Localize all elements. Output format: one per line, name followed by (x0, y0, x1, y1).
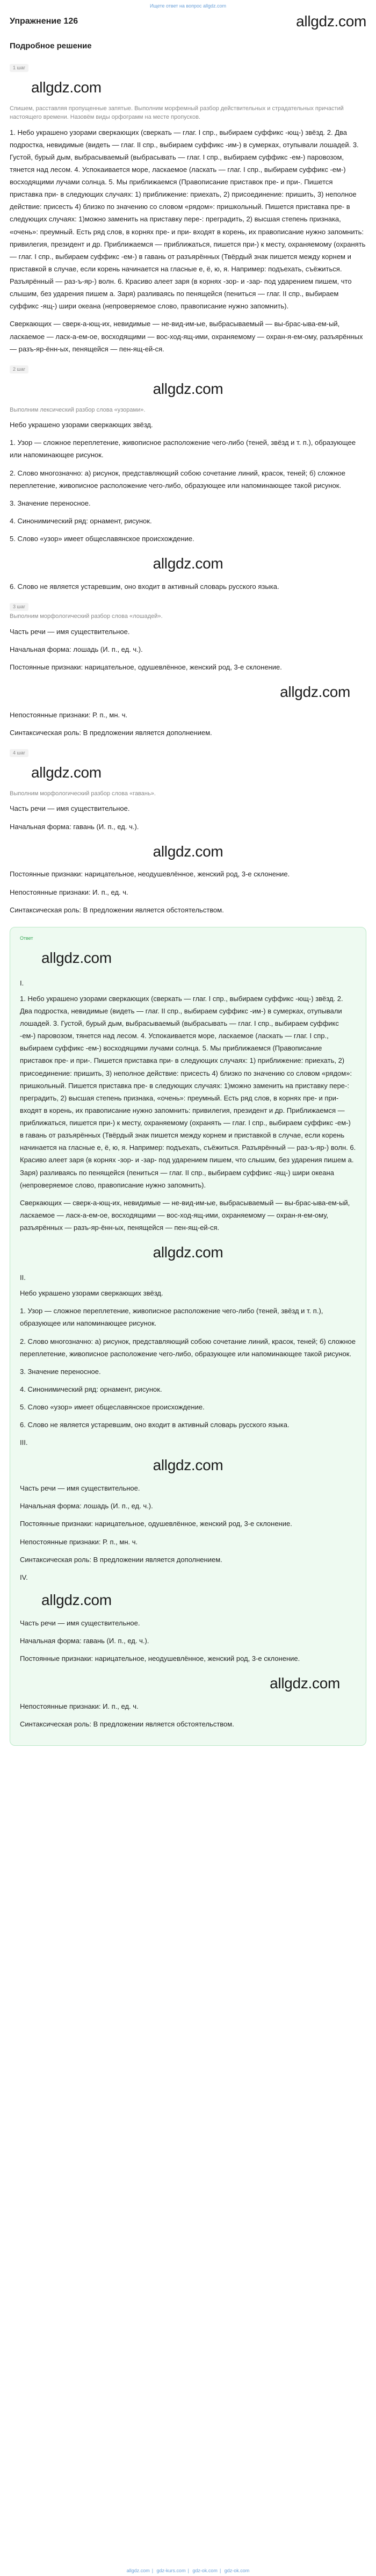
watermark: allgdz.com (41, 1591, 112, 1608)
step-4-line: Начальная форма: гавань (И. п., ед. ч.). (10, 822, 139, 831)
step-3-description: Выполним морфологический разбор слова «лошадей». (10, 613, 163, 620)
step-1-label: 1 шаг (10, 63, 366, 72)
answer-line: 3. Значение переносное. (20, 1367, 101, 1376)
step-4-description: Выполним морфологический разбор слова «гавань». (10, 790, 156, 797)
step-4-line: Постоянные признаки: нарицательное, неодушевлённое, женский род, 3-е склонение. (10, 870, 290, 879)
footer-link[interactable]: gdz-kurs.com (156, 2568, 186, 2573)
answer-line: Постоянные признаки: нарицательное, одушевлённое, женский род, 3-е склонение. (20, 1520, 292, 1528)
watermark: allgdz.com (31, 764, 102, 781)
answer-line: Небо украшено узорами сверкающих звёзд. (20, 1289, 163, 1298)
answer-line: 5. Слово «узор» имеет общеславянское происхождение. (20, 1403, 205, 1412)
answer-line: 1. Узор — сложное переплетение, живописное расположение чего-либо (теней, звёзд и т. п.), образующее или напоминающее рисунок. (20, 1307, 323, 1328)
step-2-line: 2. Слово многозначно: а) рисунок, представляющий собою сочетание линий, красок, теней; б) сложное переплетение, живописное расположение чего-либо, образующее или напоминающее такой рисунок. (10, 469, 345, 490)
page-title: Упражнение 126 (10, 16, 78, 26)
answer-section-1: I. (20, 978, 24, 987)
answer-line: Синтаксическая роль: В предложении является обстоятельством. (20, 1720, 234, 1729)
step-3-line: Синтаксическая роль: В предложении является дополнением. (10, 728, 212, 737)
step-1-description: Спишем, расставляя пропущенные запятые. Выполним морфемный разбор действительных и страдательных причастий настоящего времени. Назовём виды орфограмм на месте пропусков. (10, 105, 344, 121)
step-3-line: Непостоянные признаки: Р. п., мн. ч. (10, 710, 128, 719)
site-logo[interactable]: allgdz.com (296, 13, 366, 30)
answer-line: Непостоянные признаки: И. п., ед. ч. (20, 1702, 139, 1710)
answer-line: 4. Синонимический ряд: орнамент, рисунок. (20, 1385, 162, 1393)
step-3-line: Часть речи — имя существительное. (10, 627, 130, 636)
answer-morphemes: Сверкающих — сверк-а-ющ-их, невидимые — не-вид-им-ые, выбрасываемый — вы-брас-ыва-ем-ый, ласкаемое — ласк-а-ем-ое, восходящими — вос-ход-ящ-ими, охраняемому — охран-я-ем-ому, разъярённых — разъ-яр-ённ-ых, пенящейся — пен-ящ-ей-ся. (20, 1198, 350, 1232)
answer-line: Начальная форма: гавань (И. п., ед. ч.). (20, 1636, 149, 1645)
watermark: allgdz.com (153, 555, 223, 572)
answer-line: Часть речи — имя существительное. (20, 1484, 140, 1493)
watermark: allgdz.com (41, 949, 112, 966)
footer-link[interactable]: allgdz.com (126, 2568, 150, 2573)
answer-line: 6. Слово не является устаревшим, оно входит в активный словарь русского языка. (20, 1421, 290, 1429)
step-4-line: Часть речи — имя существительное. (10, 804, 130, 813)
step-2-line: 6. Слово не является устаревшим, оно входит в активный словарь русского языка. (10, 582, 279, 591)
step-2-line: 4. Синонимический ряд: орнамент, рисунок. (10, 516, 152, 525)
watermark: allgdz.com (280, 683, 350, 700)
step-2-line: 1. Узор — сложное переплетение, живописное расположение чего-либо (теней, звёзд и т. п.), образующее или напоминающее рисунок. (10, 438, 356, 459)
answer-section-4: IV. (20, 1573, 28, 1581)
answer-line: 2. Слово многозначно: а) рисунок, представляющий собою сочетание линий, красок, теней; б) сложное переплетение, живописное расположение чего-либо, образующее или напоминающее такой рисунок. (20, 1337, 356, 1358)
watermark: allgdz.com (31, 78, 102, 96)
answer-box (10, 927, 366, 1746)
step-1-morphemes: Сверкающих — сверк-а-ющ-их, невидимые — не-вид-им-ые, выбрасываемый — вы-брас-ыва-ем-ый, ласкаемое — ласк-а-ем-ое, восходящими — вос-ход-ящ-ими, охраняемому — охран-я-ем-ому, разъярённых — разъ-яр-ённ-ых, пенящейся — пен-ящ-ей-ся. (10, 320, 363, 353)
step-1-text: 1. Небо украшено узорами сверкающих (сверкать — глаг. I спр., выбираем суффикс -ющ-) звёзд. 2. Два подростка, невидимые (видеть — глаг. II спр., выбираем суффикс -им-) в сумерках, отупывали лошадей. 3. Густой, бурый дым, выбрасываемый (выбрасывать — глаг. I спр., выбираем суффикс -ем-) паровозом, тянется над лесом. 4. Успокаивается море, ласкаемое (ласкать — глаг. I спр., выбираем суффикс -ем-) восходящими лучами солнца. 5. Мы приближаемся (Правописание приставок пре- и при-. Пишется приставка при- в следующих случаях: 1) приближение: приехать, 2) присоединение: пришить, 3) неполное действие: присесть 4) близко по значению со словом «рядом»: пришкольный. Пишется приставка пре- в следующих случаях: 1)можно заменить на приставку пере-: преградить, 2) высшая степень признака, «очень»: преумный. Есть ряд слов, в корнях пре- и при- входят в корень, их правописание нужно запомнить: привилегия, президент и др. Приближаемся — приближаться, пишется при-) к месту, охраняемому (охранять — глаг. I спр., выбираем суффикс -ем-) в гавань от разъярённых (Твёрдый знак пишется между корнем и приставкой в случае, если корень начинается на гласные е, ё, ю, я. Например: подъехать, съёжиться. Разъярённый — раз-ъ-яр-) волн. 6. Красиво алеет заря (в корнях -зор- и -зар- под ударением пишем, что слышим, без ударения пишем а. Заря) разливаясь по пенящейся (пениться — глаг. II спр., выбираем суффикс -ящ-) шири океана (непроверяемое слово, правописание нужно запомнить). (10, 128, 366, 311)
answer-line: Синтаксическая роль: В предложении является дополнением. (20, 1555, 222, 1564)
step-4-line: Синтаксическая роль: В предложении является обстоятельством. (10, 905, 224, 914)
step-2-description: Выполним лексический разбор слова «узорами». (10, 406, 146, 413)
answer-line: Непостоянные признаки: Р. п., мн. ч. (20, 1537, 138, 1546)
step-2-line: 3. Значение переносное. (10, 499, 91, 507)
answer-label: Ответ (20, 935, 33, 941)
answer-line: Начальная форма: лошадь (И. п., ед. ч.). (20, 1502, 153, 1510)
step-2-label: 2 шаг (10, 365, 366, 373)
answer-line: Постоянные признаки: нарицательное, неодушевлённое, женский род, 3-е склонение. (20, 1654, 300, 1663)
step-2-line: Небо украшено узорами сверкающих звёзд. (10, 421, 153, 429)
solution-title: Подробное решение (10, 41, 92, 51)
answer-section-3: III. (20, 1438, 28, 1447)
watermark: allgdz.com (153, 1244, 223, 1261)
page-header (0, 10, 376, 33)
top-note: Ищете ответ на вопрос allgdz.com (149, 3, 226, 9)
content (0, 39, 376, 1746)
step-3-line: Постоянные признаки: нарицательное, одушевлённое, женский род, 3-е склонение. (10, 663, 282, 671)
step-4-label: 4 шаг (10, 749, 366, 757)
footer-link[interactable]: gdz-ok.com (192, 2568, 218, 2573)
step-4-line: Непостоянные признаки: И. п., ед. ч. (10, 888, 128, 896)
answer-text: 1. Небо украшено узорами сверкающих (сверкать — глаг. I спр., выбираем суффикс -ющ-) звёзд. 2. Два подростка, невидимые (видеть — глаг. II спр., выбираем суффикс -им-) в сумерках, отупывали лошадей. 3. Густой, бурый дым, выбрасываемый (выбрасывать — глаг. I спр., выбираем суффикс -ем-) паровозом, тянется над лесом. 4. Успокаивается море, ласкаемое (ласкать — глаг. I спр., выбираем суффикс -ем-) восходящими лучами солнца. 5. Мы приближаемся (Правописание приставок пре- и при-. Пишется приставка при- в следующих случаях: 1) приближение: приехать, 2) присоединение: пришить, 3) неполное действие: присесть 4) близко по значению со словом «рядом»: пришкольный. Пишется приставка пре- в следующих случаях: 1)можно заменить на приставку пере-: преградить, 2) высшая степень признака, «очень»: преумный. Есть ряд слов, в корнях пре- и при- входят в корень, их правописание нужно запомнить: привилегия, президент и др. Приближаемся — приближаться, пишется при-) к месту, охраняемому (охранять — глаг. I спр., выбираем суффикс -ем-) в гавань от разъярённых (Твёрдый знак пишется между корнем и приставкой в случае, если корень начинается на гласные е, ё, ю, я. Например: подъехать, съёжиться. Разъярённый — раз-ъ-яр-) волн. 6. Красиво алеет заря (в корнях -зор- и -зар- под ударением пишем, что слышим, без ударения пишем а. Заря) разливаясь по пенящейся (пениться — глаг. II спр., выбираем суффикс -ящ-) шири океана (непроверяемое слово, правописание нужно запомнить). (20, 994, 356, 1189)
step-3-line: Начальная форма: лошадь (И. п., ед. ч.). (10, 645, 143, 653)
step-3-label: 3 шаг (10, 602, 366, 611)
footer-links: allgdz.com | gdz-kurs.com | gdz-ok.com | gdz-ok.com (126, 2568, 250, 2573)
answer-section-2: II. (20, 1273, 26, 1282)
answer-line: Часть речи — имя существительное. (20, 1618, 140, 1627)
watermark: allgdz.com (153, 843, 223, 860)
footer-link[interactable]: gdz-ok.com (224, 2568, 250, 2573)
watermark: allgdz.com (153, 380, 223, 397)
watermark: allgdz.com (153, 1457, 223, 1474)
step-2-line: 5. Слово «узор» имеет общеславянское происхождение. (10, 535, 194, 543)
watermark: allgdz.com (270, 1675, 340, 1692)
